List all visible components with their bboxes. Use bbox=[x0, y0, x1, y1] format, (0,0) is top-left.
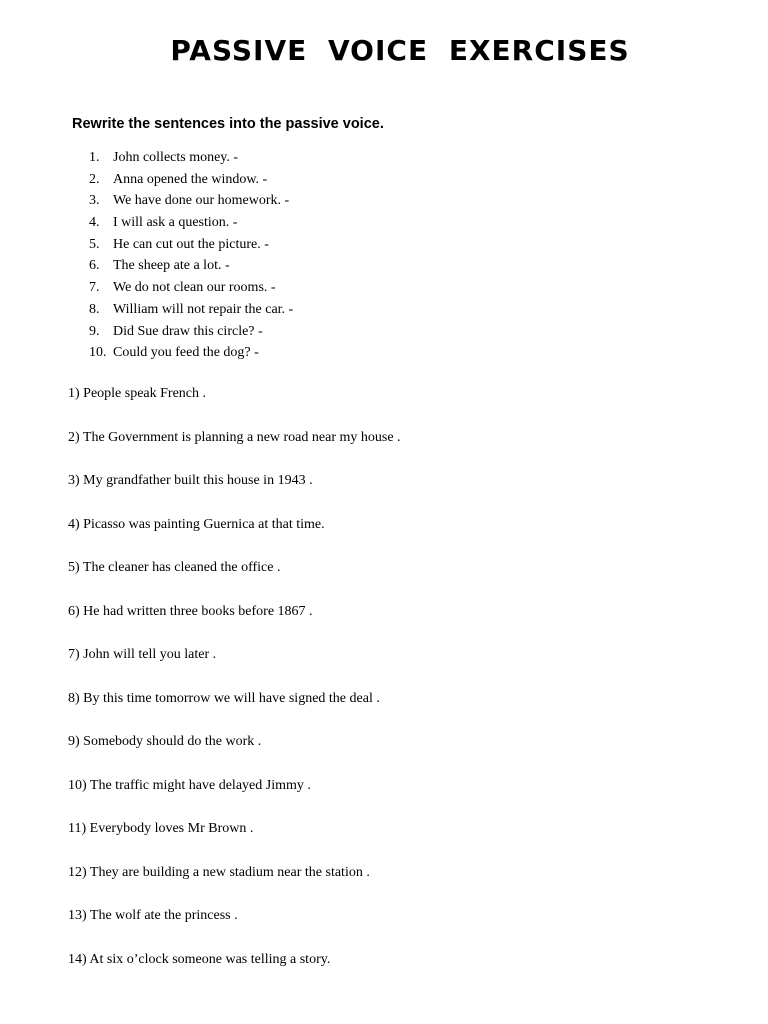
list-item-number: 3. bbox=[89, 193, 100, 209]
list-item-text: We do not clean our rooms. - bbox=[113, 280, 276, 296]
list-item-text: Could you feed the dog? - bbox=[113, 345, 259, 361]
list-item-number: 4. bbox=[89, 215, 100, 231]
instruction-text: Rewrite the sentences into the passive voice. bbox=[72, 116, 384, 132]
exercise-item: 10) The traffic might have delayed Jimmy . bbox=[68, 777, 311, 793]
list-item-number: 6. bbox=[89, 258, 100, 274]
exercise-item: 4) Picasso was painting Guernica at that time. bbox=[68, 516, 325, 532]
exercise-list bbox=[68, 384, 401, 993]
list-item-number: 8. bbox=[89, 301, 100, 317]
list-item-text: He can cut out the picture. - bbox=[113, 236, 269, 252]
list-item-number: 9. bbox=[89, 323, 100, 339]
list-item-number: 2. bbox=[89, 171, 100, 187]
list-item-text: William will not repair the car. - bbox=[113, 301, 294, 317]
list-item-text: John collects money. - bbox=[113, 150, 239, 165]
exercise-item: 8) By this time tomorrow we will have signed the deal . bbox=[68, 690, 380, 706]
list-item-text: Anna opened the window. - bbox=[113, 171, 268, 187]
list-item-text: The sheep ate a lot. - bbox=[113, 258, 230, 274]
list-item-number: 10. bbox=[89, 345, 107, 361]
exercise-item: 6) He had written three books before 1867 . bbox=[68, 603, 313, 619]
exercise-item: 12) They are building a new stadium near the station . bbox=[68, 864, 370, 880]
exercise-item: 2) The Government is planning a new road near my house . bbox=[68, 429, 401, 445]
list-item-number: 7. bbox=[89, 280, 100, 296]
list-item-number: 1. bbox=[89, 150, 100, 165]
list-item-text: Did Sue draw this circle? - bbox=[113, 323, 263, 339]
list-item-number: 5. bbox=[89, 236, 100, 252]
list-item-text: I will ask a question. - bbox=[113, 215, 238, 231]
exercise-item: 14) At six o’clock someone was telling a story. bbox=[68, 951, 331, 967]
exercise-item: 1) People speak French . bbox=[68, 386, 207, 401]
exercise-item: 3) My grandfather built this house in 1943 . bbox=[68, 473, 313, 488]
exercise-item: 7) John will tell you later . bbox=[68, 647, 217, 662]
exercise-item: 13) The wolf ate the princess . bbox=[68, 908, 238, 923]
exercise-item: 11) Everybody loves Mr Brown . bbox=[68, 821, 254, 836]
exercise-item: 5) The cleaner has cleaned the office . bbox=[68, 560, 281, 575]
exercise-item: 9) Somebody should do the work . bbox=[68, 734, 262, 749]
page-title: PASSIVE VOICE EXERCISES bbox=[170, 34, 630, 67]
list-item-text: We have done our homework. - bbox=[113, 193, 290, 209]
